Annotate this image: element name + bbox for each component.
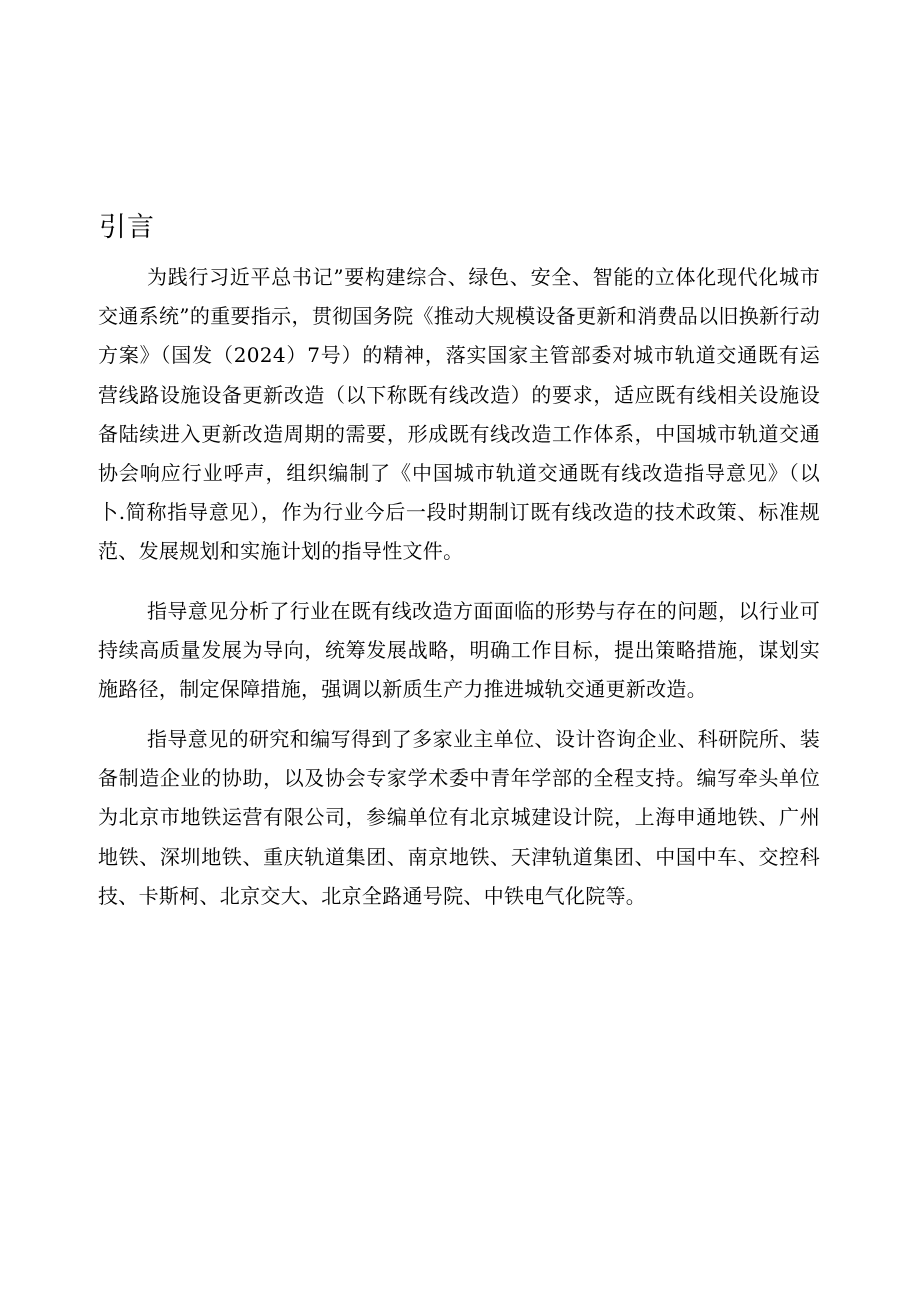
paragraph-1: 为践行习近平总书记”要构建综合、绿色、安全、智能的立体化现代化城市交通系统”的重要指示，贯彻国务院《推动大规模设备更新和消费品以旧换新行动方案》（国发（2024）7号）的精神，落实国家主管部委对城市轨道交通既有运营线路设施设备更新改造（以下称既有线改造）的要求，适应既有线相关设施设备陆续进入更新改造周期的需要，形成既有线改造工作体系，中国城市轨道交通协会响应行业呼声，组织编制了《中国城市轨道交通既有线改造指导意见》（以卜.简称指导意见），作为行业今后一段时期制订既有线改造的技术政策、标准规范、发展规划和实施计划的指导性文件。 [98,265,820,564]
paragraph-3: 指导意见的研究和编写得到了多家业主单位、设计咨询企业、科研院所、装备制造企业的协助，以及协会专家学术委中青年学部的全程支持。编写牵头单位为北京市地铁运营有限公司，参编单位有北京城建设计院，上海申通地铁、广州地铁、深圳地铁、重庆轨道集团、南京地铁、天津轨道集团、中国中车、交控科技、卡斯柯、北京交大、北京全路通号院、中铁电气化院等。 [98,727,820,908]
paragraph-3-block [98,720,820,916]
section-heading: 引言 [99,212,155,243]
paragraph-2: 指导意见分析了行业在既有线改造方面面临的形势与存在的问题，以行业可持续高质量发展为导向，统筹发展战略，明确工作目标，提出策略措施，谋划实施路径，制定保障措施，强调以新质生产力推进城轨交通更新改造。 [98,599,820,702]
paragraph-1-block [98,258,820,572]
paragraph-2-block [98,592,820,710]
